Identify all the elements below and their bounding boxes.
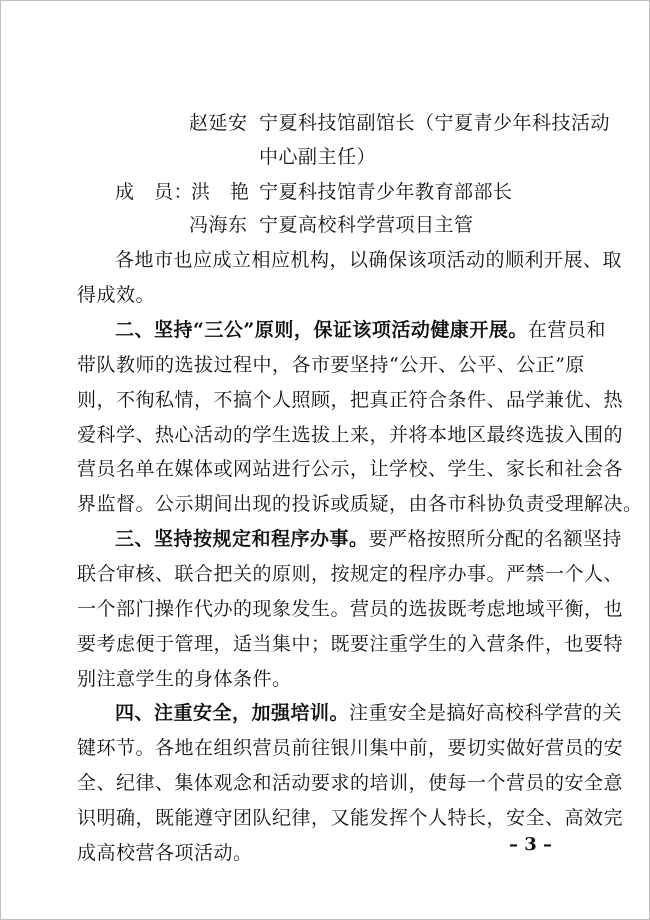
page-number: – 3 – — [509, 834, 553, 855]
paragraph-line: 得成效。 — [77, 284, 156, 306]
section-line — [115, 319, 606, 341]
section-text: 注重安全是搞好高校科学营的关 — [349, 702, 623, 724]
committee-member-name: 洪 艳 — [191, 181, 250, 203]
paragraph-line: 则，不徇私情，不搞个人照顾，把真正符合条件、品学兼优、热 — [77, 389, 624, 411]
section-text: 要严格按照所分配的名额坚持 — [368, 528, 623, 550]
paragraph-line: 成高校营各项活动。 — [77, 842, 253, 864]
paragraph-line: 带队教师的选拔过程中，各市要坚持“公开、公平、公正”原 — [77, 354, 585, 376]
paragraph-line: 要考虑便于管理，适当集中；既要注重学生的入营条件，也要特 — [77, 633, 624, 655]
section-line — [115, 702, 623, 724]
paragraph-line: 全、纪律、集体观念和活动要求的培训，使每一个营员的安全意 — [77, 772, 624, 794]
paragraph-line: 营员名单在媒体或网站进行公示，让学校、学生、家长和社会各 — [77, 458, 624, 480]
paragraph-line: 别注意学生的身体条件。 — [77, 668, 292, 690]
section-heading: 三、坚持按规定和程序办事。 — [115, 528, 369, 550]
committee-members-label: 成 员： — [115, 181, 194, 203]
paragraph-line: 界监督。公示期间出现的投诉或质疑，由各市科协负责受理解决。 — [77, 493, 643, 515]
committee-member-title-cont: 中心副主任） — [259, 146, 377, 168]
section-line — [115, 528, 623, 550]
paragraph-line: 键环节。各地在组织营员前往银川集中前，要切实做好营员的安 — [77, 737, 624, 759]
paragraph-line: 爱科学、热心活动的学生选拔上来，并将本地区最终选拔入围的 — [77, 424, 624, 446]
committee-member-name: 冯海东 — [189, 214, 248, 236]
committee-member-title: 宁夏科技馆副馆长（宁夏青少年科技活动 — [259, 112, 611, 134]
paragraph-line: 各地市也应成立相应机构，以确保该项活动的顺利开展、取 — [115, 249, 623, 271]
paragraph-line: 识明确，既能遵守团队纪律，又能发挥个人特长，安全、高效完 — [77, 807, 624, 829]
section-heading: 二、坚持“三公”原则，保证该项活动健康开展。 — [115, 319, 528, 341]
section-heading: 四、注重安全，加强培训。 — [115, 702, 350, 724]
paragraph-line: 一个部门操作代办的现象发生。营员的选拔既考虑地域平衡，也 — [77, 598, 624, 620]
committee-member-title: 宁夏科技馆青少年教育部部长 — [259, 181, 513, 203]
committee-member-name: 赵延安 — [189, 112, 248, 134]
paragraph-line: 联合审核、联合把关的原则，按规定的程序办事。严禁一个人、 — [77, 563, 624, 585]
section-text: 在营员和 — [527, 319, 606, 341]
committee-member-title: 宁夏高校科学营项目主管 — [259, 214, 474, 236]
